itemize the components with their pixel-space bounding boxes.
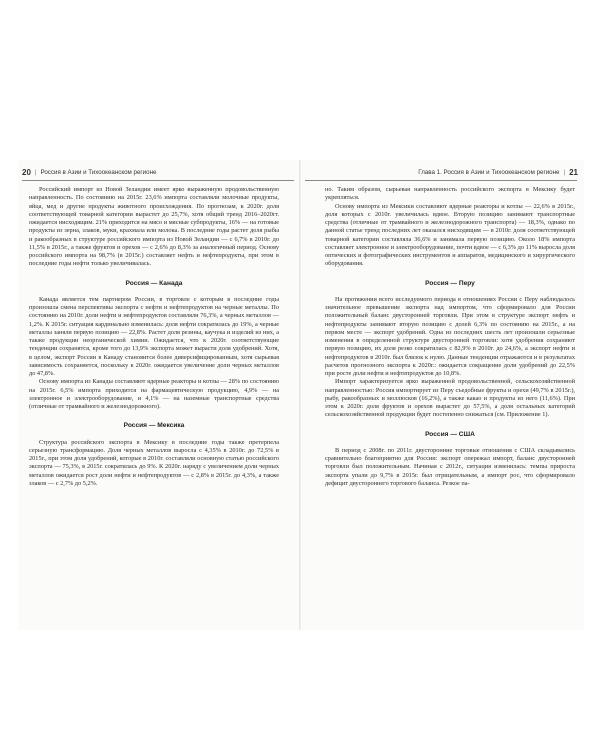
section-heading-russia-canada: Россия — Канада: [125, 279, 183, 287]
paragraph: На протяжении всего исследуемого периода в отношениях России с Перу наблюдалось значительное превышение экспорта над импортом, что сформировало для России положительный баланс двусторонней торговли. При этом в структуре экспорт нефть и нефтепродукты занимают вторую позицию с долей 6,3% по состоянию на 2015г., а на первом месте — экспорт удобрений. Одна из последних шесть лет произошли серьезные изменения в определенной структуре двусторонней торговли: хотя удобрения сохраняют первую позицию, их доля резко сократилась с 82,9% в 2010г. до 24,6%, а экспорт нефти и нефтепродуктов в 2010г. был близок к нулю. Данные тенденции отражаются и в результатах расчетов прогнозного экспорта к 2020г.: ожидается сокращение доли удобрений до 22,5% при росте доли нефти и нефтепродуктов до 10,8%.: [325, 295, 575, 377]
left-page-number: 20: [22, 167, 31, 177]
left-running-head: Россия в Азии и Тихоокеанском регионе: [40, 168, 157, 176]
right-header-rule: [305, 180, 577, 181]
paragraph: Структура российского экспорта в Мексику в последние годы также претерпела серьезную трансформацию. Доля черных металлов выросла с 4,35% в 2010г. до 72,5% в 2015г., при этом доля удобрений, которые в 2010г. составляли основную статью российского экспорта — 75,3%, в 2015г. сократилась до 9%. К 2020г. наряду с увеличением доли черных металлов ожидается рост доли нефти и нефтепродуктов — с 2,8% в 2015г. до 4,3%, а также злаков — с 2,7% до 5,2%.: [29, 438, 279, 487]
right-page-number: 21: [569, 167, 578, 177]
paragraph-continued: но. Таким образом, сырьевая направленность российского экспорта в Мексику будет укрепляться.: [325, 186, 575, 202]
left-page-body: [29, 186, 279, 626]
paragraph: Основу импорта из Мексики составляют ядерные реакторы и котлы — 22,6% в 2015г., доля которых с 2010г. увеличилась вдвое. Вторую позицию занимают транспортные средства (отличные от трамвайного и железнодорожного транспорта) — 18,3%, однако по данной статье тренд последних лет оказался нисходящим — в 2010г. доля соответствующей товарной категории составляла 36,6% и занимала первую позицию. Около 18% импорта составляет электронное и электрооборудование, почти вдвое — с 6,3% до 11% выросла доля оптических и фотографических инструментов и аппаратов, медицинского и хирургического оборудования.: [325, 202, 575, 268]
paragraph: Канада является тем партнером России, в торговле с которым в последние годы произошла смена перспективы экспорта с нефти и нефтепродуктов на черные металлы. По состоянию на 2010г. доли нефти и нефтепродуктов составляли 76,3%, а черных металлов — 1,2%. К 2015г. ситуация кардинально изменилась: доля нефти сократилась до 19%, а черные металлы заняли первую позицию — 22,8%. Растет доля резины, каучука и изделий из них, а также продукции неорганической химии. Ожидается, что к 2020г. соответствующие тенденции сохранятся, кроме того до 13,9% экспорта может вырасти доля удобрений. Хотя, в целом, экспорт России в Канаду становится более диверсифицированным, хотя сырьевая зависимость сохраняется, поскольку к 2020г. ожидается увеличение доли черных металлов до 47,8%.: [29, 295, 279, 377]
header-separator: |: [34, 168, 37, 176]
left-page-header: [22, 165, 156, 179]
paragraph: Импорт характеризуется ярко выраженной продовольственной, сельскохозяйственной направленностью: Россия импортирует из Перу съедобные фрукты и орехи (49,7% в 2015г.), рыбу, ракообразных и моллюсков (16,2%), а также какао и продукты из него (11,6%). При этом к 2020г. доля фруктов и орехов вырастет до 57,5%, а доля остальных категорий сельскохозяйственной продукции будет постепенно снижаться (см. Приложение 1).: [325, 378, 575, 419]
section-heading-russia-usa: Россия — США: [425, 430, 475, 438]
right-page-header: [322, 165, 578, 179]
right-page-body: [325, 186, 575, 626]
book-gutter: [299, 160, 301, 630]
paragraph: В период с 2008г. по 2011г. двусторонние торговые отношения с США складывались сравнительно благоприятно для России: экспорт опережал импорт, баланс двусторонней торговли был положительным. Начиная с 2012г., ситуация изменилась: темпы прироста экспорта упали до 9,7% в 2015г. был отрицательным, а импорт рос, что сформировало дефицит двустороннего торгового баланса. Резкое па-: [325, 446, 575, 487]
left-header-rule: [22, 180, 294, 181]
paragraph: Российский импорт из Новой Зеландии имеет ярко выраженную продовольственную направленность. По состоянию на 2015г. 23,6% импорта составляли молочные продукты, яйца, мед и другие продукты животного происхождения. По прогнозам, к 2020г. доля соответствующей товарной категории вырастет до 25,7%, хотя общий тренд 2016–2020гг. ожидается нисходящим. 21% приходится на мясо и мясные субпродукты, 16% — на готовые продукты из зерна, злаков, муки, крахмала или молока. В последние годы растет доля рыбы и ракообразных в структуре российского импорта из Новой Зеландии — с 6,7% в 2010г. до 11,5% в 2015г., а также фруктов и орехов — с 2,6% до 8,3% за аналогичный период. Основу российского импорта на 98,7% (в 2015г.) составляет нефть и нефтепродукты, при этом в последние годы нефти только увеличивалась.: [29, 186, 279, 268]
section-heading-russia-peru: Россия — Перу: [425, 279, 475, 287]
paragraph: Основу импорта из Канады составляют ядерные реакторы и котлы — 28% по состоянию на 2015г. 6,5% импорта приходится на фармацевтическую продукцию, 4,9% — на электронное и электрооборудование, и 4,1% — на наземные транспортные средства (отличные от трамвайного и железнодорожного).: [29, 378, 279, 410]
right-running-head: Глава 1. Россия в Азии и Тихоокеанском регионе: [418, 168, 560, 176]
header-separator: |: [563, 168, 566, 176]
section-heading-russia-mexico: Россия — Мексика: [123, 422, 185, 430]
